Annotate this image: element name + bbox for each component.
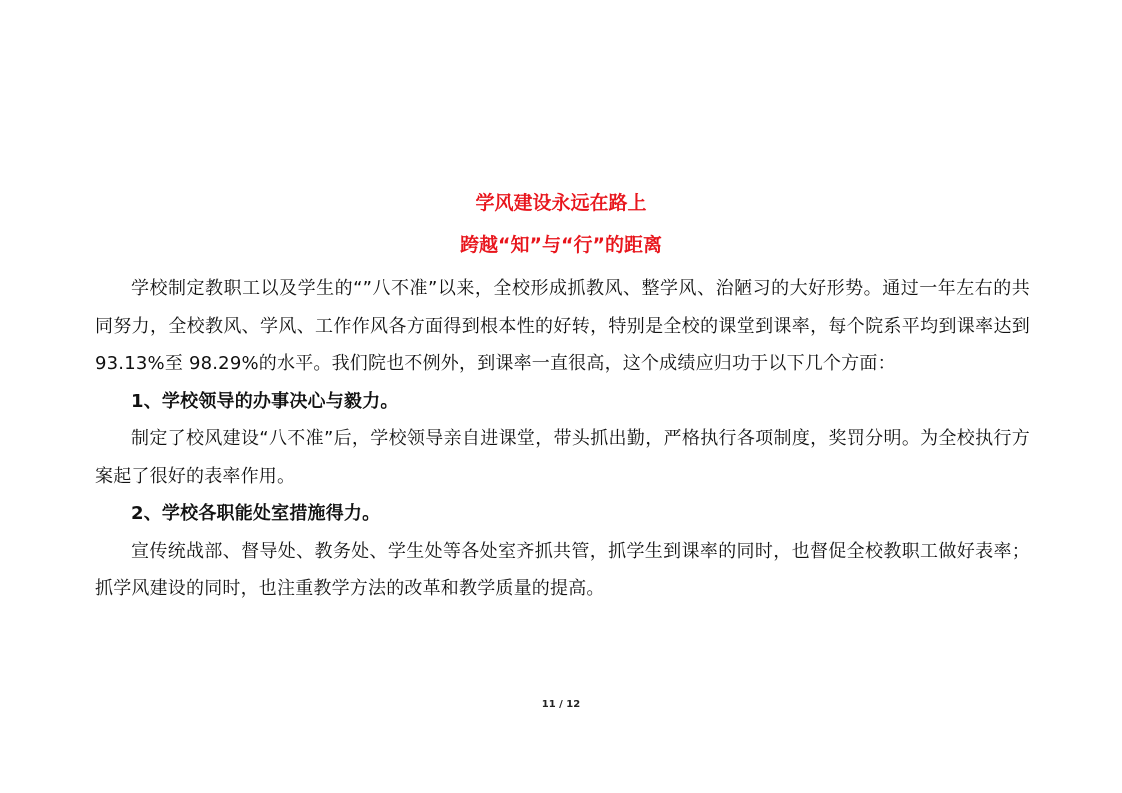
section-heading-1: 1、学校领导的办事决心与毅力。 — [131, 390, 399, 412]
document-title: 学风建设永远在路上 — [475, 192, 647, 214]
page-number: 11 / 12 — [541, 699, 581, 710]
section-heading-2: 2、学校各职能处室措施得力。 — [131, 503, 381, 524]
section-paragraph-1: 制定了校风建设“八不准”后，学校领导亲自进课堂，带头抓出勤，严格执行各项制度，奖罚分明。为全校执行方案起了很好的表率作用。 — [95, 428, 1030, 487]
intro-paragraph: 学校制定教职工以及学生的“”八不准”以来，全校形成抓教风、整学风、治陋习的大好形势。通过一年左右的共同努力，全校教风、学风、工作作风各方面得到根本性的好转，特别是全校的课堂到课率，每个院系平均到课率达到 93.13%至 98.29%的水平。我们院也不例外，到课率一直很高，这个成绩应归功于以下几个方面： — [95, 278, 1030, 374]
section-paragraph-2: 宣传统战部、督导处、教务处、学生处等各处室齐抓共管，抓学生到课率的同时，也督促全校教职工做好表率；抓学风建设的同时，也注重教学方法的改革和教学质量的提高。 — [95, 540, 1030, 599]
document-body — [95, 270, 1030, 608]
document-subtitle: 跨越“知”与“行”的距离 — [460, 234, 662, 256]
